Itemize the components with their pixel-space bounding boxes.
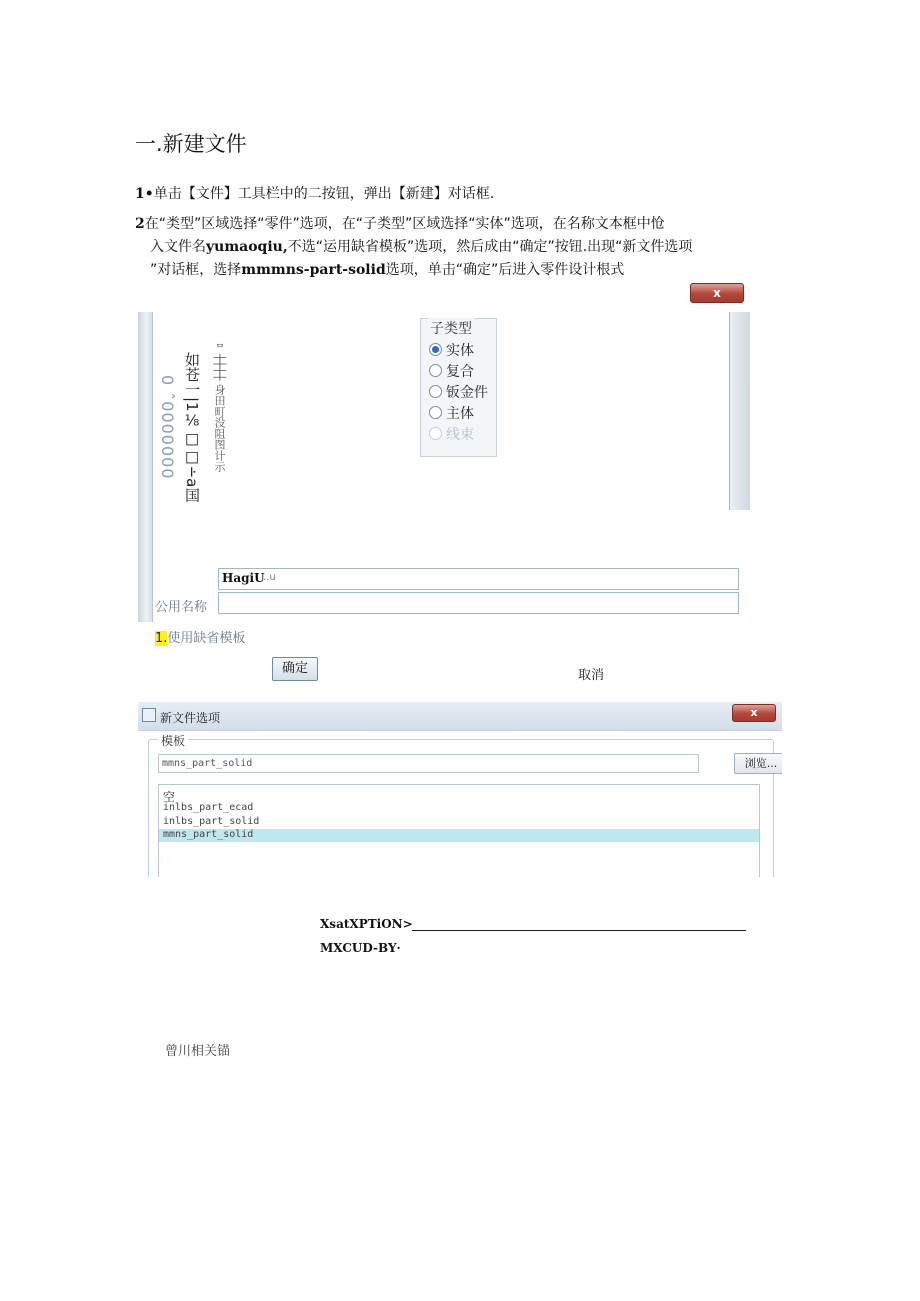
subtype-legend: 子类型 bbox=[428, 318, 474, 338]
dialog2-title: 新文件选项 bbox=[160, 711, 221, 725]
subtype-composite-radio[interactable] bbox=[429, 361, 474, 381]
subtype-label: 复合 bbox=[446, 364, 474, 380]
footer-text: 曾川相关锚 bbox=[165, 1044, 231, 1059]
step-2-template: mmmns-part-solid bbox=[241, 262, 386, 278]
dialog1-left-frame bbox=[138, 312, 153, 622]
subtype-harness-radio bbox=[429, 424, 474, 444]
subtype-label: 线束 bbox=[446, 427, 474, 443]
page-title: 一.新建文件 bbox=[135, 132, 247, 156]
cancel-button[interactable]: 取消 bbox=[578, 668, 605, 683]
name-value: HagiU bbox=[222, 571, 265, 585]
dialog1-vertical-numbers: 0 ˆ0000000 bbox=[158, 375, 177, 480]
param-line-1: XsatXPTiON> bbox=[320, 917, 413, 931]
radio-icon bbox=[429, 364, 442, 377]
common-name-input[interactable] bbox=[218, 592, 739, 614]
step-1 bbox=[135, 183, 494, 206]
step-2-filename: yumaoqiu, bbox=[206, 239, 288, 255]
radio-icon bbox=[429, 427, 442, 440]
step-1-number: 1• bbox=[135, 186, 154, 202]
common-name-label: 公用名称 bbox=[155, 600, 208, 615]
subtype-group bbox=[420, 318, 497, 457]
list-number: 1. bbox=[155, 631, 168, 646]
use-default-template-checkbox[interactable] bbox=[155, 627, 245, 646]
radio-icon bbox=[429, 406, 442, 419]
use-default-template-label: 使用缺省模板 bbox=[167, 631, 246, 646]
template-group-label: 模板 bbox=[158, 732, 188, 749]
radio-icon bbox=[429, 385, 442, 398]
step-2-line-3a: ”对话框，选择 bbox=[150, 262, 242, 278]
list-item-selected[interactable]: mmns_part_solid bbox=[159, 829, 759, 842]
dialog1-close-button[interactable]: x bbox=[690, 283, 744, 303]
subtype-bulk-radio[interactable] bbox=[429, 403, 474, 423]
subtype-label: 主体 bbox=[446, 406, 474, 422]
step-1-text: 单击【文件】工具栏中的二按钮，弹出【新建】对话框. bbox=[153, 186, 495, 202]
ok-button[interactable]: 确定 bbox=[272, 657, 318, 681]
list-item[interactable]: 空 bbox=[163, 790, 176, 804]
dialog1-right-frame bbox=[729, 312, 750, 510]
step-2-line-1: 在“类型”区域选择“零件”选项，在“子类型”区域选择“实体”选项，在名称文本框中怆 bbox=[144, 216, 665, 232]
browse-button[interactable]: 浏览... bbox=[734, 753, 782, 774]
step-2-number: 2 bbox=[135, 216, 145, 232]
subtype-label: 钣金件 bbox=[446, 385, 488, 401]
dialog2-titlebar bbox=[138, 702, 782, 731]
radio-selected-icon bbox=[429, 343, 442, 356]
step-2-line-3c: 选项，单击“确定”后进入零件设计根式 bbox=[385, 262, 625, 278]
dialog1-type-labels: ᄆ┼┼┼┼ 身田町没阻图计示 bbox=[213, 343, 226, 472]
list-item[interactable]: inlbs_part_solid bbox=[163, 816, 260, 827]
step-2-line-2c: 不选“运用缺省模板”选项，然后成由“确定”按钮.出现“新文件选项 bbox=[287, 239, 693, 255]
step-2 bbox=[135, 213, 775, 282]
dialog2-close-button[interactable]: x bbox=[732, 704, 776, 722]
subtype-sheetmetal-radio[interactable] bbox=[429, 382, 488, 402]
template-list[interactable] bbox=[158, 784, 760, 877]
step-2-line-2a: 入文件名 bbox=[150, 239, 206, 255]
new-file-options-dialog bbox=[138, 702, 782, 877]
name-suffix: ..u bbox=[263, 572, 276, 583]
dialog1-type-list: 如苍一|1⅛□□∸a国 bbox=[183, 352, 201, 503]
subtype-solid-radio[interactable] bbox=[429, 340, 474, 360]
subtype-label: 实体 bbox=[446, 343, 474, 359]
underline-rule bbox=[412, 930, 746, 931]
window-icon bbox=[142, 708, 156, 722]
name-input[interactable] bbox=[218, 568, 739, 590]
list-item[interactable]: inlbs_part_ecad bbox=[163, 802, 254, 813]
param-line-2: MXCUD-BY· bbox=[320, 941, 401, 955]
template-input[interactable]: mmns_part_solid bbox=[158, 754, 699, 773]
